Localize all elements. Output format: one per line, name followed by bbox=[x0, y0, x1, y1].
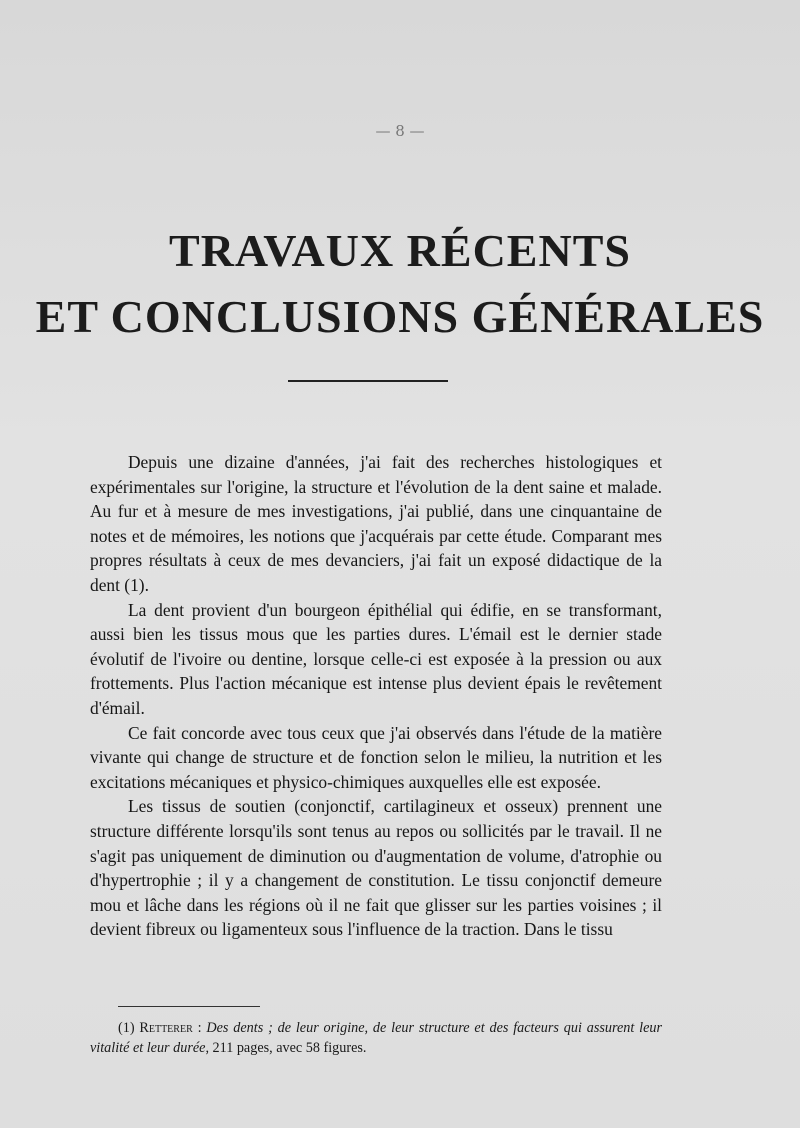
page-number: — 8 — bbox=[375, 122, 425, 140]
footnote-marker: (1) bbox=[118, 1020, 135, 1036]
footnote-author: Retterer bbox=[139, 1020, 193, 1036]
paragraph: Ce fait concorde avec tous ceux que j'ai observés dans l'étude de la matière vivante qui change de structure et de fonction selon le milieu, la nutrition et les excitations mécaniques et physico-chimiques auxquelles elle est exposée. bbox=[90, 722, 662, 792]
chapter-title-line-1: TRAVAUX RÉCENTS bbox=[169, 225, 631, 276]
paragraph: Depuis une dizaine d'années, j'ai fait des recherches histologiques et expérimentales sur l'origine, la structure et l'évolution de la dent saine et malade. Au fur et à mesure de mes investigations, j'ai publié, dans une cinquantaine de notes et de mémoires, les notions que j'acquérais par cette étude. Comparant mes propres résultats à ceux de mes devanciers, j'ai fait un exposé didactique de la dent (1). bbox=[90, 452, 662, 595]
paragraph: Les tissus de soutien (conjonctif, cartilagineux et osseux) prennent une structure différente lorsqu'ils sont tenus au repos ou sollicités par le travail. Il ne s'agit pas uniquement de diminution ou d'augmentation de volume, d'atrophie ou d'hypertrophie ; il y a changement de constitution. Le tissu conjonctif demeure mou et lâche dans les régions où il ne fait que glisser sur les parties voisines ; il devient fibreux ou ligamenteux sous l'influence de la traction. Dans le tissu bbox=[90, 796, 662, 940]
chapter-title-line-2: ET CONCLUSIONS GÉNÉRALES bbox=[35, 291, 765, 342]
footnote bbox=[90, 1018, 662, 1058]
body-text bbox=[90, 450, 662, 942]
footnote-book-title: Des dents ; de leur origine, de leur structure et des facteurs qui assurent leur vitalité et leur durée bbox=[90, 1020, 662, 1056]
footnote-separator: : bbox=[192, 1020, 207, 1036]
paragraph: La dent provient d'un bourgeon épithélial qui édifie, en se transformant, aussi bien les tissus mous que les parties dures. L'émail est le dernier stade évolutif de l'ivoire ou dentine, lorsque celle-ci est exposée à la pression ou aux frottements. Plus l'action mécanique est intense plus devient épais le revêtement d'émail. bbox=[90, 599, 662, 718]
footnote-details: , 211 pages, avec 58 figures. bbox=[205, 1040, 367, 1056]
footnote-divider bbox=[118, 1006, 260, 1007]
title-divider bbox=[288, 380, 448, 382]
